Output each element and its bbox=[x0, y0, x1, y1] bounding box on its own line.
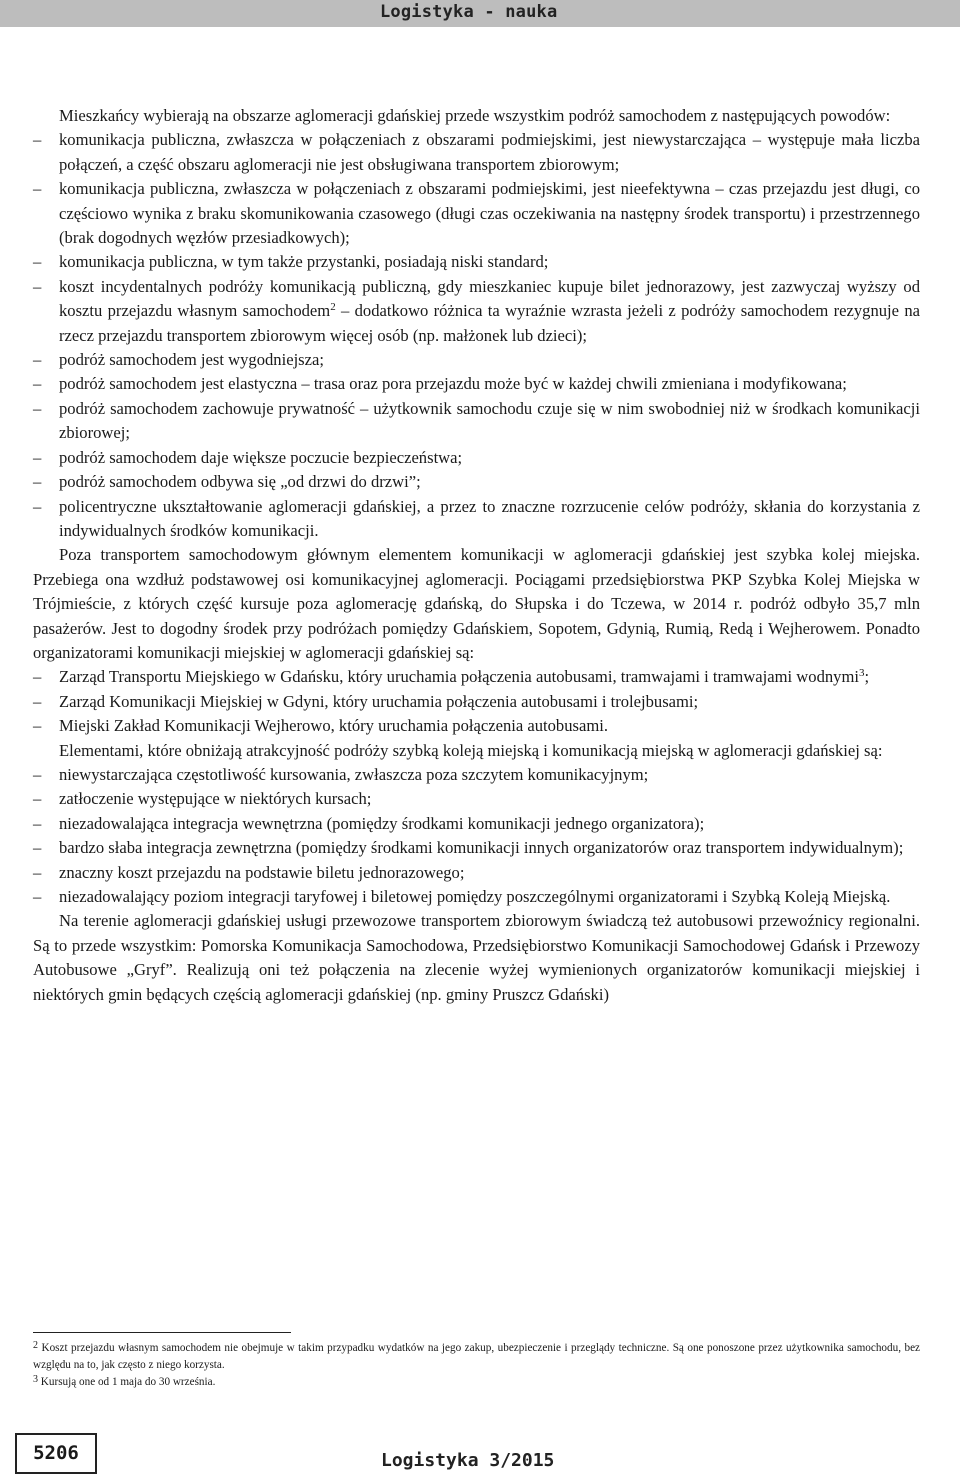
dash-bullet-icon: – bbox=[33, 716, 42, 736]
list-item: – Miejski Zakład Komunikacji Wejherowo, który uruchamia połączenia autobusami. bbox=[33, 714, 920, 738]
footnote-number: 3 bbox=[33, 1374, 38, 1385]
dash-bullet-icon: – bbox=[33, 374, 42, 394]
dash-bullet-icon: – bbox=[33, 813, 42, 833]
list-item: – niezadowalająca integracja wewnętrzna (pomiędzy środkami komunikacji jednego organizatora); bbox=[33, 812, 920, 836]
dash-bullet-icon: – bbox=[33, 276, 42, 296]
footnote-number: 2 bbox=[33, 1340, 38, 1351]
paragraph-rail: Poza transportem samochodowym głównym elementem komunikacji w aglomeracji gdańskiej jest szybka kolej miejska. Przebiega ona wzdłuż podstawowej osi komunikacyjnej aglomeracji. Pociągami przedsiębiorstwa PKP Szybka Kolej Miejska w Trójmieście, z których część kursuje poza aglomerację gdańską, do Słupska i do Tczewa, w 2014 r. podróż odbyło 35,7 mln pasażerów. Jest to dogodny środek przy podróżach pomiędzy Gdańskiem, Sopotem, Gdynią, Rumią, Redą i Wejherowem. Ponadto organizatorami komunikacji miejskiej w aglomeracji gdańskiej są: bbox=[33, 545, 920, 662]
dash-bullet-icon: – bbox=[33, 350, 42, 370]
dash-bullet-icon: – bbox=[33, 838, 42, 858]
list-item: – podróż samochodem odbywa się „od drzwi do drzwi”; bbox=[33, 470, 920, 494]
list-item: – Zarząd Transportu Miejskiego w Gdańsku, który uruchamia połączenia autobusami, tramwajami i tramwajami wodnymi$^3$; bbox=[33, 665, 920, 689]
list-item: – Zarząd Komunikacji Miejskiej w Gdyni, który uruchamia połączenia autobusami i trolejbusami; bbox=[33, 690, 920, 714]
dash-bullet-icon: – bbox=[33, 764, 42, 784]
footnotes bbox=[33, 1340, 920, 1391]
list-item: – niezadowalający poziom integracji taryfowej i biletowej pomiędzy poszczególnymi organizatorami i Szybką Koleją Miejską. bbox=[33, 885, 920, 909]
footnote-divider bbox=[33, 1332, 291, 1333]
dash-bullet-icon: – bbox=[33, 447, 42, 467]
journal-issue: Logistyka 3/2015 bbox=[381, 1450, 555, 1471]
paragraph-regional-carriers: Na terenie aglomeracji gdańskiej usługi przewozowe transportem zbiorowym świadczą też autobusowi przewoźnicy regionalni. Są to przede wszystkim: Pomorska Komunikacja Samochodowa, Przedsiębiorstwo Komunikacji Samochodowej Gdańsk i Przewozy Autobusowe „Gryf”. Realizują oni też połączenia na zlecenie wyżej wymienionych organizatorów komunikacji miejskiej i niektórych gmin będących częścią aglomeracji gdańskiej (np. gminy Pruszcz Gdański) bbox=[33, 911, 920, 1004]
dash-bullet-icon: – bbox=[33, 496, 42, 516]
paragraph-intro: Mieszkańcy wybierają na obszarze aglomeracji gdańskiej przede wszystkim podróż samochodem z następujących powodów: bbox=[59, 106, 891, 125]
footnote-reference[interactable]: 2 bbox=[330, 301, 336, 314]
list-item: – znaczny koszt przejazdu na podstawie biletu jednorazowego; bbox=[33, 861, 920, 885]
dash-bullet-icon: – bbox=[33, 789, 42, 809]
dash-bullet-icon: – bbox=[33, 691, 42, 711]
list-item: – podróż samochodem jest elastyczna – trasa oraz pora przejazdu może być w każdej chwili zmieniana i modyfikowana; bbox=[33, 372, 920, 396]
list-item: – podróż samochodem daje większe poczucie bezpieczeństwa; bbox=[33, 446, 920, 470]
list-item: – policentryczne ukształtowanie aglomeracji gdańskiej, a przez to znaczne rozrzucenie celów podróży, skłania do korzystania z indywidualnych środków komunikacji. bbox=[33, 496, 920, 540]
footnote bbox=[33, 1340, 920, 1374]
list-item: – bardzo słaba integracja zewnętrzna (pomiędzy środkami komunikacji innych organizatorów oraz transportem indywidualnym); bbox=[33, 836, 920, 860]
dash-bullet-icon: – bbox=[33, 398, 42, 418]
paragraph-elements: Elementami, które obniżają atrakcyjność podróży szybką koleją miejską i komunikacją miejską w aglomeracji gdańskiej są: bbox=[59, 740, 883, 760]
list-item: – koszt incydentalnych podróży komunikacją publiczną, gdy mieszkaniec kupuje bilet jednorazowy, jest zazwyczaj wyższy od kosztu przejazdu własnym samochodem$^2$ – dodatkowo różnica ta wyraźnie wzrasta jeżeli z podróży samochodem rezygnuje na rzecz przejazdu transportem zbiorowym więcej osób (np. małżonek lub dzieci); bbox=[33, 276, 920, 345]
list-item: – komunikacja publiczna, w tym także przystanki, posiadają niski standard; bbox=[33, 250, 920, 274]
journal-section-title: Logistyka - nauka bbox=[380, 2, 558, 22]
page-number: 5206 bbox=[33, 1442, 79, 1464]
footnote-text: Kursują one od 1 maja do 30 września. bbox=[40, 1376, 216, 1388]
article-body bbox=[33, 104, 920, 1007]
dash-bullet-icon: – bbox=[33, 179, 42, 199]
footnote-reference[interactable]: 3 bbox=[859, 667, 865, 680]
dash-bullet-icon: – bbox=[33, 472, 42, 492]
footnote bbox=[33, 1374, 920, 1391]
dash-bullet-icon: – bbox=[33, 252, 42, 272]
dash-bullet-icon: – bbox=[33, 862, 42, 882]
list-item: – podróż samochodem zachowuje prywatność – użytkownik samochodu czuje się w nim swobodniej niż w środkach komunikacji zbiorowej; bbox=[33, 398, 920, 443]
list-item: – komunikacja publiczna, zwłaszcza w połączeniach z obszarami podmiejskimi, jest nieefektywna – czas przejazdu jest długi, co częściowo wynika z braku skomunikowania czasowego (długi czas oczekiwania na następny środek transportu) i przestrzennego (brak dogodnych węzłów przesiadkowych); bbox=[33, 179, 920, 248]
list-item: – podróż samochodem jest wygodniejsza; bbox=[33, 348, 920, 372]
list-item: – komunikacja publiczna, zwłaszcza w połączeniach z obszarami podmiejskimi, jest niewystarczająca – występuje mała liczba połączeń, a część obszaru aglomeracji nie jest obsługiwana transportem zbiorowym; bbox=[33, 130, 920, 174]
dash-bullet-icon: – bbox=[33, 887, 42, 906]
list-item: – niewystarczająca częstotliwość kursowania, zwłaszcza poza szczytem komunikacyjnym; bbox=[33, 763, 920, 787]
list-item: – zatłoczenie występujące w niektórych kursach; bbox=[33, 787, 920, 811]
dash-bullet-icon: – bbox=[33, 130, 42, 150]
dash-bullet-icon: – bbox=[33, 667, 42, 687]
footnote-text: Koszt przejazdu własnym samochodem nie obejmuje w takim przypadku wydatków na jego zakup, ubezpieczenie i przeglądy techniczne. Są one ponoszone przez użytkownika samochodu, bez względu na to, jak często z niego korzysta. bbox=[33, 1342, 921, 1371]
